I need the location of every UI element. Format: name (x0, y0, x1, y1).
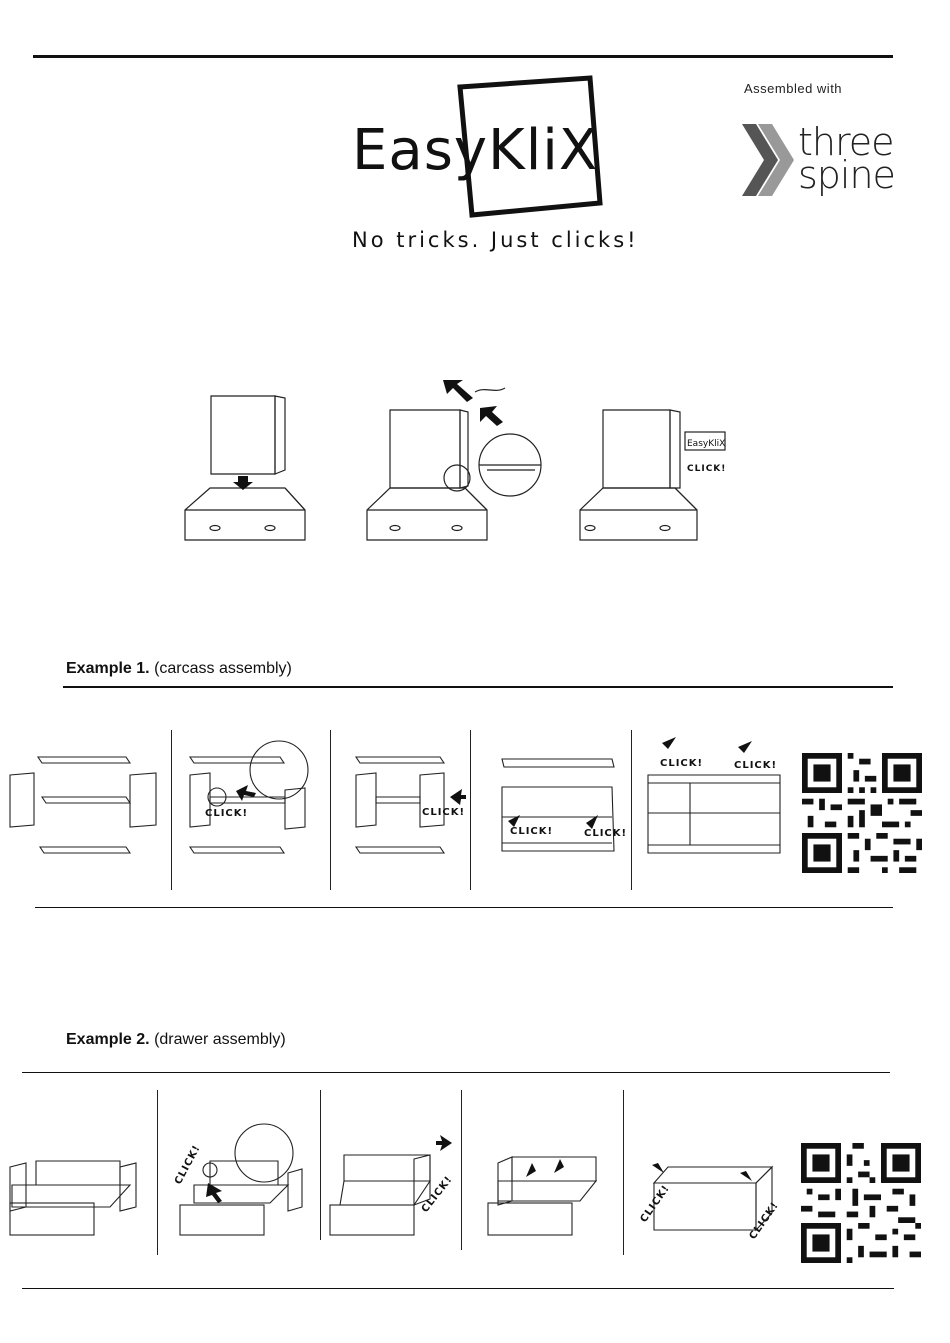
example2-click-label-3: CLICK! (638, 1183, 673, 1225)
example1-top-rule (63, 686, 893, 688)
qr-code-example2-icon[interactable] (801, 1143, 921, 1263)
example1-illustration (0, 735, 790, 865)
tagline: No tricks. Just clicks! (352, 228, 639, 252)
hero-mini-logo: EasyKliX (687, 439, 726, 449)
example2-click-label-1: CLICK! (172, 1143, 203, 1187)
example1-title-bold: Example 1. (66, 660, 150, 677)
qr-code-example1-icon[interactable] (802, 753, 922, 873)
partner-line1: three (798, 120, 894, 164)
example1-click-label-1: CLICK! (205, 808, 249, 819)
hero-illustration (175, 370, 755, 550)
example1-bottom-rule (35, 907, 893, 908)
example2-click-label-2: CLICK! (419, 1174, 455, 1215)
partner-line2: spine (798, 153, 895, 197)
example2-title-bold: Example 2. (66, 1031, 150, 1048)
example2-bottom-rule (22, 1288, 894, 1289)
example1-click-label-2: CLICK! (422, 807, 466, 818)
example2-top-rule (22, 1072, 890, 1073)
example1-title (66, 660, 292, 678)
logo-text: EasyKliX (352, 118, 599, 183)
hero-click-label: CLICK! (687, 464, 727, 474)
example1-click-label-3: CLICK! (510, 826, 554, 837)
example1-click-label-5: CLICK! (660, 758, 704, 769)
top-rule (33, 55, 893, 58)
example1-title-rest: (carcass assembly) (154, 660, 292, 677)
example2-click-label-4: CLICK! (747, 1200, 782, 1242)
threespine-chevron-icon (742, 120, 794, 200)
example1-click-label-6: CLICK! (734, 760, 778, 771)
example2-title-rest: (drawer assembly) (154, 1031, 286, 1048)
example2-illustration (0, 1115, 790, 1250)
example2-title (66, 1031, 286, 1049)
example1-click-label-4: CLICK! (584, 828, 628, 839)
assembled-with-label: Assembled with (744, 81, 843, 96)
